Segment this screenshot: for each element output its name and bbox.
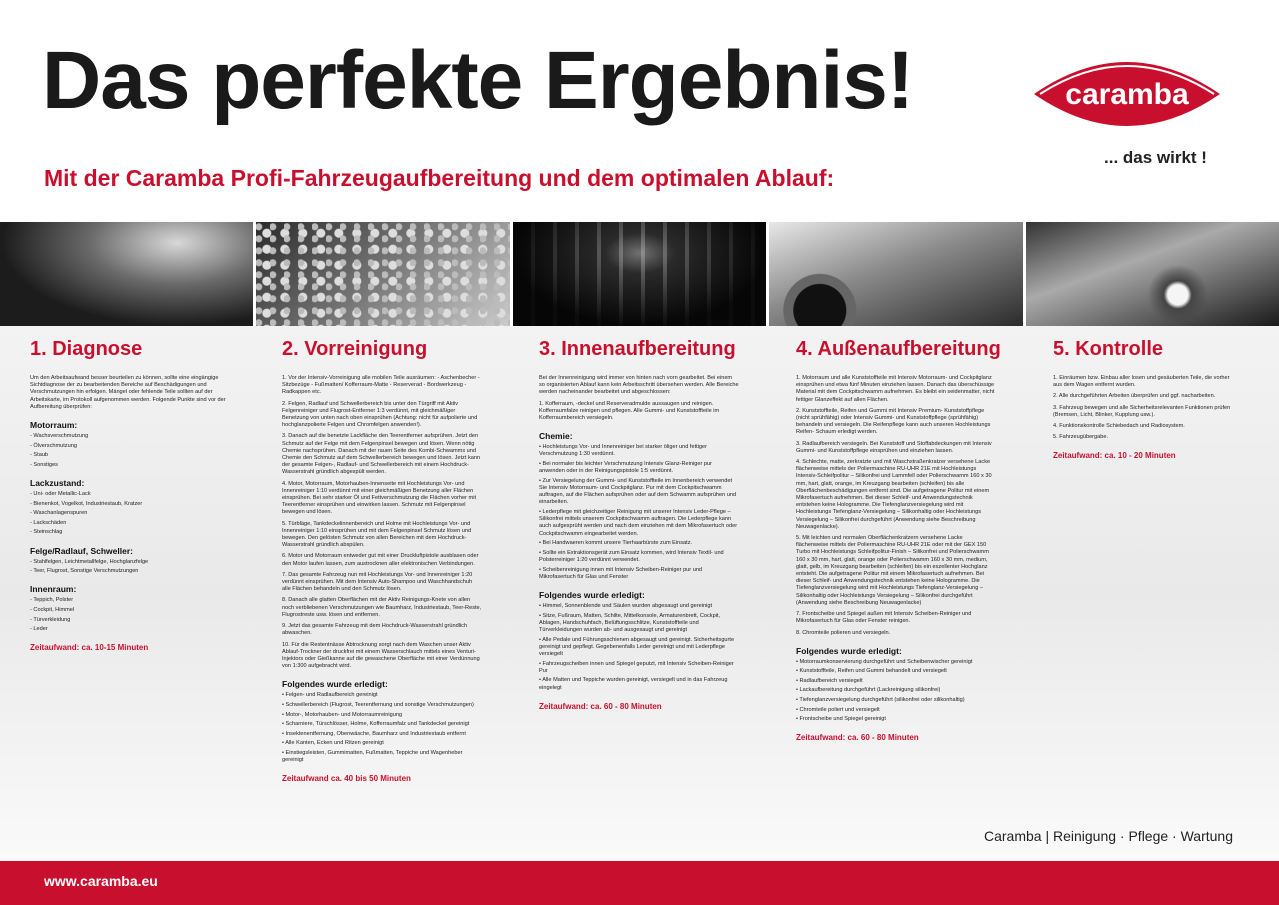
list-item: • Radlaufbereich versiegelt [796,677,863,684]
list-item: - Cockpit, Himmel [30,606,75,613]
paragraph: 4. Funktionskontrolle Schiebedach und Radiosystem. [1053,423,1185,430]
slogan: ... das wirkt ! [1104,148,1207,167]
list-item: • Frontscheibe und Spiegel gereinigt [796,716,886,723]
paragraph: 4. Motor, Motorraum, Motorhauben-Innenseite mit Hochleistungs Vor- und Innenreiniger 1:10 verdünnt mit einer gleichmäßigen Benetzung aller Flächen einsprühen. Bei sehr starker Öl und Fettverschmutzung die Flächen vorher mit Teerentferner einsprühen und einwirken lassen. Schmutz mit Felgenpinsel bewegen und lösen. [282,480,477,516]
chemie-title: Chemie: [539,431,573,442]
paragraph: 1. Motorraum und alle Kunststoffteile mit Intensiv Motorraum- und Cockpitglanz einsprühen und etwa fünf Minuten einziehen lassen. Danach das überschüssige Material mit dem Cockpitschwamm aufnehmen. Es bleibt ein seidenmatter, nicht fettiger Glanzeffekt auf allen Flächen. [796,375,995,403]
paragraph: 3. Radlaufbereich versiegeln. Bei Kunststoff und Stoffabdeckungen mit Intensiv Gummi- und Kunststoffpflege einsprühen und einziehen lassen. [796,440,992,454]
list-item: - Lackschäden [30,519,67,526]
paragraph: 2. Alle durchgeführten Arbeiten überprüfen und ggf. nacharbeiten. [1053,393,1216,400]
photo-headlight [1026,222,1279,326]
done-title: Folgendes wurde erledigt: [796,645,902,656]
list-item: • Alle Kanten, Ecken und Ritzen gereinigt [282,740,384,747]
list-item: • Motor-, Motorhauben- und Motorraumreinigung [282,711,403,718]
paragraph: 7. Frontscheibe und Spiegel außen mit Intensiv Scheiben-Reiniger und Mikrofasertuch für Glas oder Fenster reinigen. [796,611,972,625]
list-item: • Bei Handwaeren kommt unsere Tierhaarbürste zum Einsatz. [539,540,693,547]
paragraph: 3. Danach auf die benetzte Lackfläche den Teerentferner aufsprühen. Jetzt den Schmutz auf der Felge mit dem Felgenpinsel bewegen und lösen. Wenn nötig Chemie nachsprühen. Danach mit der rauen Seite des Kombi-Schwamms und Chemie den Schmutz auf dem Schwellerbereich bewegen und lösen. Jetzt kann der gesamte Felgen-, Radlauf- und Schwellerbereich mit einem Hochdruck-Wasserstrahl gründlich abgespült werden. [282,433,481,476]
caramba-logo [1032,52,1222,136]
photo-foam-bubbles [256,222,509,326]
step-vorreinigung [282,338,482,783]
list-item: - Stahlfelgen, Leichtmetallfelge, Hochglanzfelge [30,558,149,565]
step-kontrolle [1053,338,1233,460]
group-title: Lackzustand: [30,478,85,488]
list-item: - Bienenkot, Vogelkot, Industriestaub, Kratzer [30,500,143,507]
paragraph: 8. Danach alle glatten Oberflächen mit der Aktiv Reinigungs-Knete von allen noch verbliebenen Verschmutzungen wie Baumharz, Industriestaub, Teer-Reste, Flugrostreste usw. lösen und entfernen. [282,597,482,618]
paragraph: Bei der Innenreinigung wird immer von hinten nach vorn gearbeitet. Bei einem so organisierten Ablauf kann kein Arbeitsschritt übersehen werden. Alle Bereiche werden nacheinander bearbeitet und abgeschlossen: [539,375,739,396]
paragraph: 1. Einräumen bzw. Einbau aller losen und gesäuberten Teile, die vorher aus dem Wagen entfernt wurden. [1053,375,1230,389]
time-estimate: Zeitaufwand: ca. 10-15 Minuten [30,643,149,653]
list-item: - Staub [30,452,49,459]
list-item: - Teppich, Polster [30,597,74,604]
time-estimate: Zeitaufwand ca. 40 bis 50 Minuten [282,774,411,784]
paragraph: 5. Fahrzeugübergabe. [1053,434,1109,441]
list-item: • Einstiegsleisten, Gummimatten, Fußmatten, Teppiche und Wagenheber gereinigt [282,749,463,764]
logo-text: caramba [1065,78,1189,111]
list-item: • Lederpflege mit gleichzeitiger Reinigung mit unserer Intensiv Leder-Pflege – Silikonfrei mittels unserem Cockpitschwamm auftragen. Die Lederpflege kann auch aufgesprüht werden und nach dem einziehen mit dem Mikrofasertuch oder Cockpitschwamm eingearbeitet werden. [539,509,738,537]
paragraph: 4. Schlechte, matte, zerkratzte und mit Waschstraßenkratzer versehene Lacke flächenweise mittels der Poliermaschine RU-UHR 21E mit Hochleistungs Intensiv-Schleifpolitur – Silikonfrei und Lammfell oder Polierschwamm 160 x 30 mm, hart, glatt, orange, im Kreuzgang bearbeiten (schleifen) bis alle Oberflächenbeschädigungen entfernt sind. Die aufgetragene Politur mit einem Mikrofasertuch aufnehmen. Bei dieser Schleif- und Anwendungstechnik entstehen keine Hologramme. Die Tiefenglanzversiegelung wird mit Hochleistungs Tiefenglanz-Versiegelung – Silikonhaltig oder Hochleistungs Versiegelung – Silikonfrei durchgeführt (Anwendung siehe Beschreibung Neuwagenlacke). [796,459,992,530]
list-item: • Felgen- und Radlaufbereich gereinigt [282,692,378,699]
list-item: • Sitze, Fußraum, Matten, Schilte, Mittelkonsole, Armaturenbrett, Cockpit, Ablagen, Handschuhfach, Belüftungsschlitze, Kunststoffteile und Türverkleidungen wurden ab- und ausgesaugt und gereinigt [539,612,721,634]
list-item: - Türverkleidung [30,616,71,623]
time-estimate: Zeitaufwand: ca. 60 - 80 Minuten [796,733,919,743]
paragraph: 3. Fahrzeug bewegen und alle Sicherheitsrelevanten Funktionen prüfen (Bremsen, Licht, Blinker, Kupplung usw.). [1053,404,1231,418]
photo-sports-car-wheel [769,222,1022,326]
list-item: • Tiefenglanzversiegelung durchgeführt (silikonfrei oder silikonhaltig) [796,697,965,704]
list-item: - Wachsverschmutzung [30,433,89,440]
paragraph: 10. Für die Restentnässe Abtrocknung sorgt nach dem Waschen unser Aktiv Ablauf-Trockner der druckfrei mit einem Wasserschlauch mittels eines Venturi-Injektors oder Gießkanne auf die gewaschene Oberfläche mit einer Verdünnung von 1:300 aufgebracht wird. [282,641,480,670]
step-aussenaufbereitung [796,338,1001,743]
list-item: - Ölverschmutzung [30,442,77,449]
list-item: • Hochleistungs Vor- und Innenreiniger bei starker öliger und fettiger Verschmutzung 1:30 verdünnt. [539,444,708,458]
list-item: • Schwellerbereich (Flugrost, Teerentfernung und sonstige Verschmutzungen) [282,701,474,708]
list-item: • Alle Pedale und Führungsschienen abgesaugt und gereinigt. Sicherheitsgurte gereinigt und gepflegt. Gegebenenfalls Leder gereinigt und mit Lederpflege versiegelt [539,636,735,658]
page-subtitle: Mit der Caramba Profi-Fahrzeugaufbereitung und dem optimalen Ablauf: [44,165,835,191]
list-item: • Lackaufbereitung durchgeführt (Lackreinigung silikonfrei) [796,687,941,694]
group-title: Felge/Radlauf, Schweller: [30,545,133,556]
paragraph: 7. Das gesamte Fahrzeug nun mit Hochleistungs Vor- und Innenreiniger 1:20 verdünnt einsprühen. Mit dem Intensiv Auto-Shampoo und Waschhandschuh alle Flächen behandeln und den Schmutz lösen. [282,571,473,593]
list-item: • Sollte ein Extraktionsgerät zum Einsatz kommen, wird Intensiv Textil- und Polsterreiniger 1:20 verdünnt verwendet. [539,549,724,564]
paragraph: 9. Jetzt das gesamte Fahrzeug mit dem Hochdruck-Wasserstrahl gründlich abwaschen. [282,623,468,637]
photo-strip [0,222,1279,326]
time-estimate: Zeitaufwand: ca. 60 - 80 Minuten [539,701,662,711]
step-heading: 1. Diagnose [30,338,143,360]
list-item: • Himmel, Sonnenblende und Säulen wurden abgesaugt und gereinigt [539,603,712,610]
website-link[interactable]: www.caramba.eu [44,873,158,889]
list-item: • Scharniere, Türschlösser, Holme, Kofferraumfalz und Tankdeckel gereinigt [282,721,470,728]
list-item: - Teer, Flugrost, Sonstige Verschmutzungen [30,568,139,575]
photo-car-front-fender [0,222,253,326]
group-title: Innenraum: [30,584,77,595]
list-item: • Scheibenreinigung innen mit Intensiv Scheiben-Reiniger pur und Mikrofasertuch für Glas und Fenster [539,566,703,580]
list-item: • Fahrzeugscheiben innen und Spiegel geputzt, mit Intensiv Scheiben-Reiniger Pur [539,660,734,674]
list-item: • Kunststoffteile, Reifen und Gummi behandelt und versiegelt [796,668,947,675]
step-heading: 2. Vorreinigung [282,338,428,360]
paragraph: 5. Türbläge, Tankdeckelinnenbereich und Holme mit Hochleistungs Vor- und Innenreiniger 1:10 einsprühen und mit dem Felgenpinsel Schmutz lösen und bewegen. Den gelösten Schmutz von allen Bereichen mit dem Hochdruck-Wasserstrahl gründlich abspülen. [282,520,472,549]
list-item: - Sonstiges [30,461,58,468]
list-item: - Waschanlagenspuren [30,510,88,517]
done-title: Folgendes wurde erledigt: [282,679,388,690]
done-title: Folgendes wurde erledigt: [539,590,645,601]
step-diagnose [30,338,230,652]
list-item: - Steinschlag [30,529,63,536]
paragraph: 8. Chromteile polieren und versiegeln. [796,629,891,636]
paragraph: 5. Mit leichten und normalen Oberflächenkratzern versehene Lacke flächenweise mittels der Poliermaschine RU-UHR 21E oder mit der GEX 150 Turbo mit Hochleistungs Schleifpolitur-Finish – Silikonfrei und Polierschwamm 160 x 30 mm, hart, glatt, orange oder Polierschwamm 160 x 30 mm, medium, glatt, gelb, im Kreuzgang bearbeiten (schleifen) bis ein exzellenter Hochglanz entsteht. Die aufgetragene Politur mit einem Mikrofasertuch aufnehmen. Bei dieser Schleif- und Anwendungstechnik entstehen keine Hologramme. Die Tiefenglanzversiegelung wird mit Hochleistungs Tiefenglanz-Versiegelung – Silikonhaltig oder Hochleistungs Versiegelung – Silikonfrei durchgeführt (Anwendung siehe Beschreibung Neuwagenlacke) [796,535,989,606]
page-title: Das perfekte Ergebnis! [42,35,914,126]
group-title: Motorraum: [30,420,78,431]
steps-panel [0,326,1279,861]
list-item: • Zur Versiegelung der Gummi- und Kunststoffteile im Innenbereich verwendet Sie Intensiv Motorraum- und Cockpitglanz. Pur mit dem Cockpitschwamm auftragen, auf die Flächen aufsprühen oder auf dem Schwamm aufsprühen und einarbeiten. [539,477,737,506]
brand-line: Caramba | Reinigung · Pflege · Wartung [983,828,1233,844]
step-heading: 3. Innenaufbereitung [539,338,736,360]
step-innenaufbereitung [539,338,739,711]
list-item: • Insektenentfernung, Obenwäsche, Baumharz und Industriestaub entfernt [282,730,466,737]
list-item: • Alle Matten und Teppiche wurden gereinigt, versiegelt und in das Fahrzeug eingelegt [539,677,728,691]
step-intro: Um den Arbeitsaufwand besser beurteilen zu können, sollte eine eingängige Sichtdiagnose der zu bearbeitenden Bereiche auf Beschädigungen und Verschmutzungen hin erfolgen. Mängel oder fehlende Teile sollten auf der Arbeitskarte, im Protokoll aufgenommen werden. Folgende Punkte sind vor der Aufbereitung überprüfen: [30,375,226,410]
time-estimate: Zeitaufwand: ca. 10 - 20 Minuten [1053,451,1176,461]
list-item: • Bei normaler bis leichter Verschmutzung Intensiv Glanz-Reiniger pur anwenden oder in der Reinigungspistole 1:5 verdünnt. [539,461,712,475]
paragraph: 1. Kofferraum, -deckel und Reserveradmulde aussaugen und reinigen. Kofferraumfalze reinigen und pflegen. Alle Gummi- und Kunststoffteile im Kofferraumbereich versiegeln. [539,400,720,422]
list-item: - Uni- oder Metallic-Lack [30,491,91,497]
list-item: - Leder [30,626,48,633]
step-heading: 5. Kontrolle [1053,338,1164,360]
paragraph: 2. Kunststoffteile, Reifen und Gummi mit Intensiv Premium- Kunststoffpflege (nicht sprühfähig) oder Intensiv Gummi- und Kunststoffpflege (sprühfähig) behandeln und versiegeln. Die Reifenpflege kann auch unseren Hochleistungs Reifen- Schaum erledigt werden. [796,407,991,436]
list-item: • Chromteile poliert und versiegelt [796,706,880,713]
list-item: • Motorraumkonservierung durchgeführt und Scheibenwischer gereinigt [796,658,973,665]
paragraph: 6. Motor und Motorraum entweder gut mit einer Druckluftpistole ausblasen oder den Motor laufen lassen, zum austrocknen aller elektronischen Verbindungen. [282,553,479,567]
paragraph: 1. Vor der Intensiv-Vorreinigung alle mobilen Teile ausräumen: - Aschenbecher - Sitzbezüge - Fußmatten/ Kofferraum-Matte - Reserverad - Bordwerkzeug - Radkappen etc. [282,375,480,396]
footer-bar [0,861,1279,905]
photo-leather-seat [513,222,766,326]
step-heading: 4. Außenaufbereitung [796,338,1001,360]
paragraph: 2. Felgen, Radlauf und Schwellerbereich bis unter den Türgriff mit Aktiv Felgenreiniger und Flugrost-Entferner 1:3 verdünnt, mit gleichmäßiger Benetzung von unten nach oben einsprühen (Achtung: nicht für aufpolierte und hochglanzpolierte Felgen und Chromfelgen anwenden!). [282,400,478,429]
